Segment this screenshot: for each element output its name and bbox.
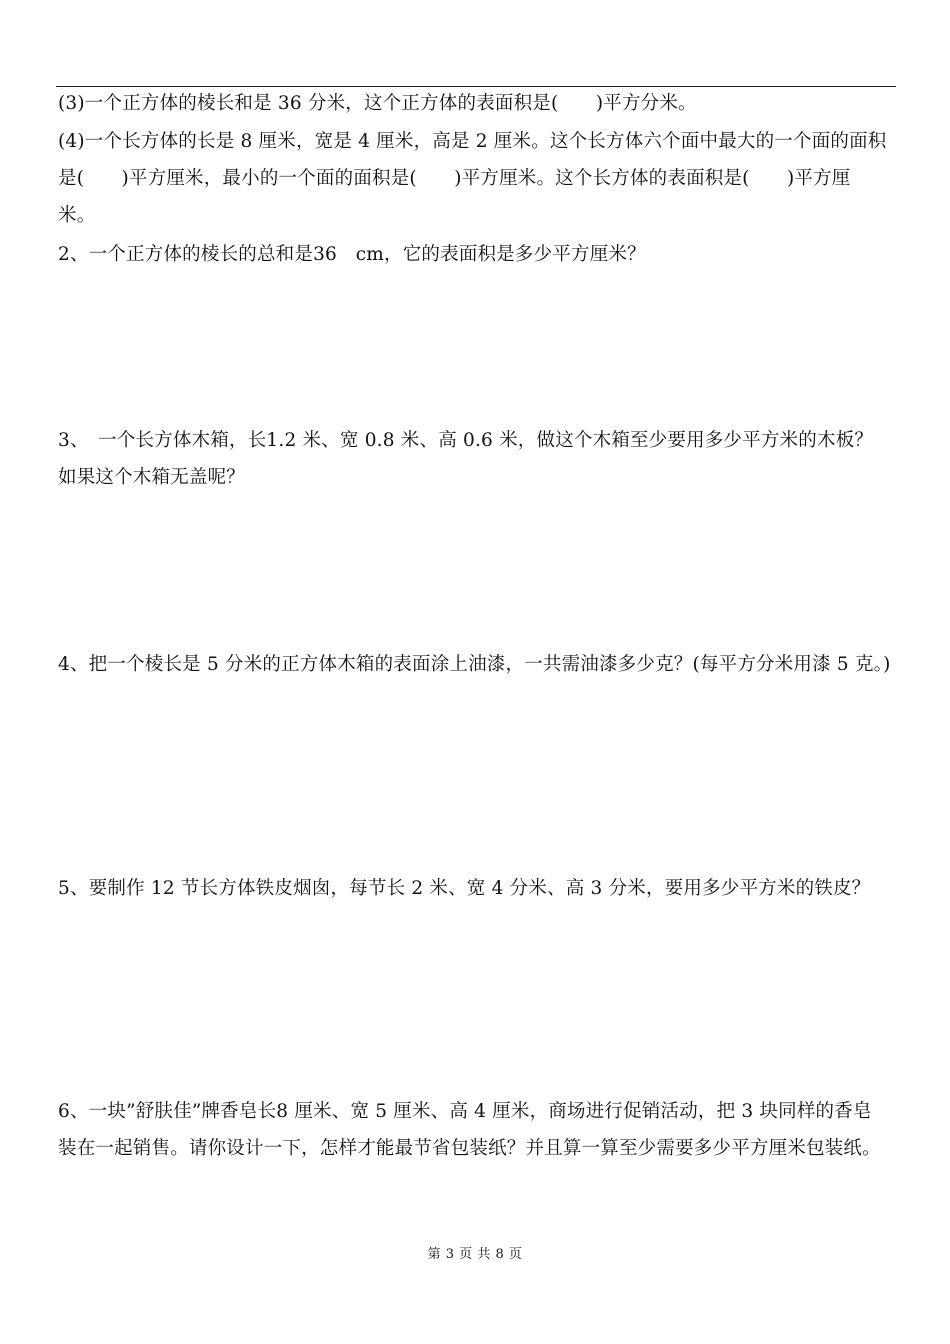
page-number-footer: 第 3 页 共 8 页 — [427, 1247, 523, 1262]
question-4-line-1: (4)一个长方体的长是 8 厘米，宽是 4 厘米，高是 2 厘米。这个长方体六个面中最大的一个面的面积 — [58, 131, 887, 152]
problem-3-line-1: 3、 一个长方体木箱，长1.2 米、宽 0.8 米、高 0.6 米，做这个木箱至少要用多少平方米的木板？ — [58, 430, 874, 451]
problem-2: 2、一个正方体的棱长的总和是36 cm，它的表面积是多少平方厘米？ — [58, 244, 646, 265]
problem-6-line-2: 装在一起销售。请你设计一下，怎样才能最节省包装纸？并且算一算至少需要多少平方厘米包装纸。 — [58, 1138, 881, 1159]
question-4-line-3: 米。 — [58, 205, 96, 226]
problem-4: 4、把一个棱长是 5 分米的正方体木箱的表面涂上油漆，一共需油漆多少克？(每平方分米用漆 5 克。) — [58, 654, 891, 675]
header-divider — [56, 86, 896, 87]
problem-3-line-2: 如果这个木箱无盖呢？ — [58, 467, 246, 488]
problem-6-line-1: 6、一块”舒肤佳”牌香皂长8 厘米、宽 5 厘米、高 4 厘米，商场进行促销活动，把 3 块同样的香皂 — [58, 1101, 872, 1122]
question-3-fill-blank: (3)一个正方体的棱长和是 36 分米，这个正方体的表面积是( )平方分米。 — [58, 93, 697, 114]
problem-5: 5、要制作 12 节长方体铁皮烟囱，每节长 2 米、宽 4 分米、高 3 分米，要用多少平方米的铁皮？ — [58, 878, 871, 899]
question-4-line-2: 是( )平方厘米，最小的一个面的面积是( )平方厘米。这个长方体的表面积是( )平方厘 — [58, 168, 851, 189]
